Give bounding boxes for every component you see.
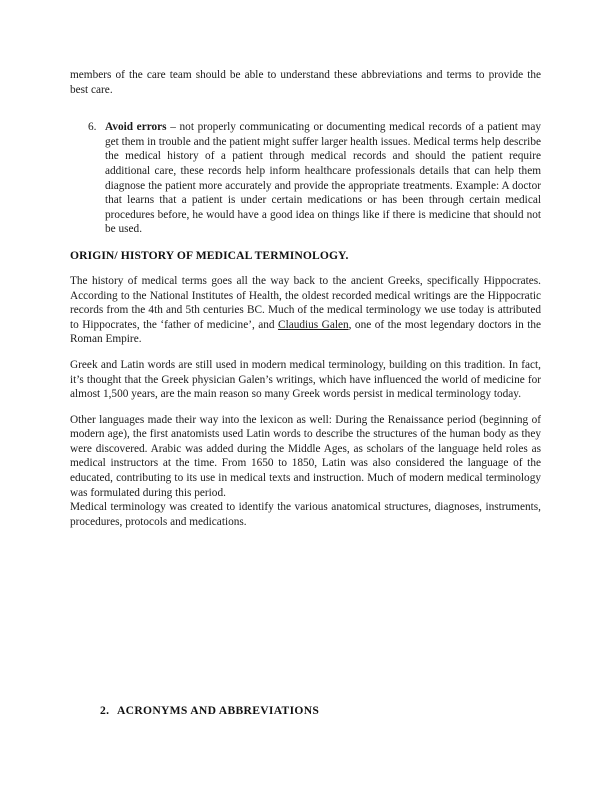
list-item-marker: 6. bbox=[88, 121, 97, 134]
underlined-name-claudius-galen: Claudius Galen bbox=[278, 318, 349, 331]
list-item bbox=[70, 120, 541, 237]
paragraph-other-languages: Other languages made their way into the lexicon as well: During the Renaissance period (beginning of modern age), the first anatomists used Latin words to describe the structures of the human body as they were discovered. Arabic was added during the Middle Ages, as scholars of the language held roles as medical instructors at the time. From 1650 to 1850, Latin was also considered the language of the educated, contributing to its use in medical texts and instruction. Much of modern medical terminology was formulated during this period. bbox=[70, 413, 541, 499]
paragraph-origin-history bbox=[70, 274, 541, 347]
bottom-heading-container bbox=[100, 703, 541, 718]
paragraph-medical-terminology-created: Medical terminology was created to identify the various anatomical structures, diagnoses, instruments, procedures, protocols and medications. bbox=[70, 501, 541, 528]
paragraph-spacer bbox=[70, 108, 541, 120]
page-content bbox=[70, 68, 541, 540]
paragraph-greek-latin: Greek and Latin words are still used in modern medical terminology, building on this tradition. In fact, it’s thought that the Greek physician Galen’s writings, which have influenced the world of medicine for almost 1,500 years, are the main reason so many Greek words persist in medical terminology today. bbox=[70, 358, 541, 401]
paragraph-text-part1: The history of medical terms goes all the way back to the ancient Greeks, specifically Hippocrates. According to the National Institutes of Health, the oldest recorded medical writings are the Hippocratic records from the 4th and 5th centuries BC. Much of the medical terminology we use today is attributed to Hippocrates, the ‘father of medicine’, and bbox=[70, 274, 541, 331]
list-item-text: – not properly communicating or documenting medical records of a patient may get them in trouble and the patient might suffer larger health issues. Medical terms help describe the medical history of a patient through medical records and should the patient require additional care, these records help inform healthcare professionals details that can help them diagnose the patient more accurately and provide the appropriate treatments. Example: A doctor that learns that a patient is under certain medications or has been through certain medical procedures before, he would have a good idea on things like if there is medicine that should not be used. bbox=[105, 121, 542, 236]
paragraph-text-part2: , one of the most legendary doctors in the Roman Empire. bbox=[70, 318, 542, 346]
bottom-section-heading bbox=[100, 703, 541, 718]
list-item-lead-bold: Avoid errors bbox=[105, 121, 167, 134]
bottom-heading-label: ACRONYMS AND ABBREVIATIONS bbox=[117, 704, 320, 717]
numbered-list bbox=[70, 120, 541, 237]
section-heading: ORIGIN/ HISTORY OF MEDICAL TERMINOLOGY. bbox=[70, 248, 349, 262]
bottom-heading-marker: 2. bbox=[100, 704, 110, 717]
continued-paragraph: members of the care team should be able to understand these abbreviations and terms to provide the best care. bbox=[70, 69, 541, 96]
